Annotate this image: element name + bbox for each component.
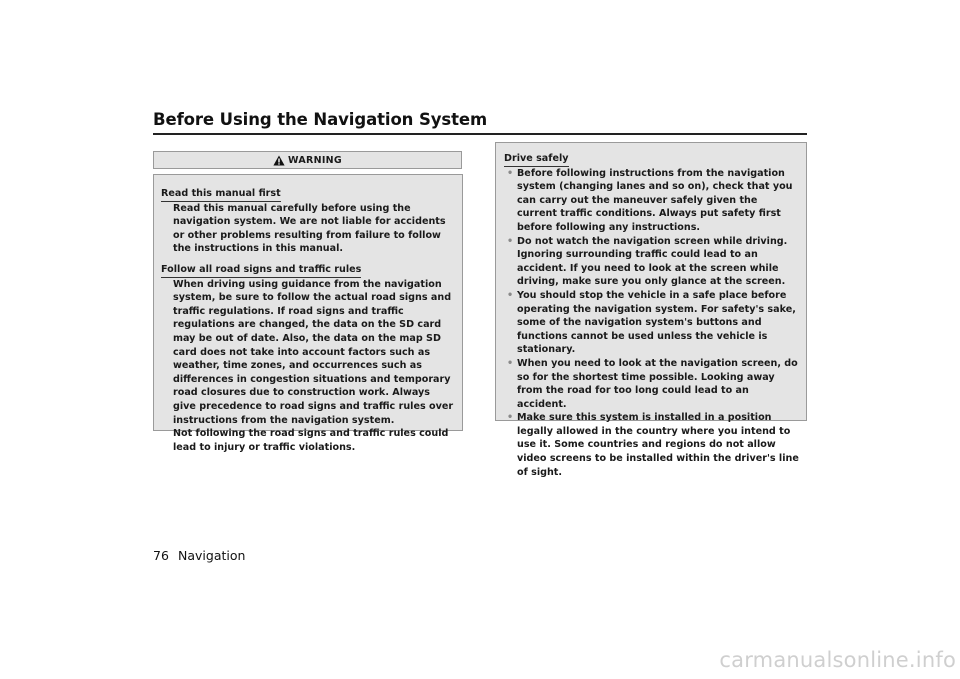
warning-section-read-manual (161, 181, 456, 256)
list-item: • You should stop the vehicle in a safe place before operating the navigation system. For safety's sake, some of the navigation system's buttons and functions cannot be used unless the vehicle is stationary. (507, 289, 796, 356)
warning-header (153, 151, 462, 169)
bullet-icon: • (507, 412, 514, 424)
list-item: • When you need to look at the navigation screen, do so for the shortest time possible. Looking away from the road for too long could lead to an accident. (507, 357, 798, 410)
page-title: Before Using the Navigation System (153, 110, 488, 129)
bullet-icon: • (507, 235, 514, 247)
page-number: 76 (153, 548, 169, 563)
bullet-icon: • (507, 289, 514, 301)
list-item: • Make sure this system is installed in a position legally allowed in the country where you intend to use it. Some countries and regions do not allow video screens to be installed within the driver's line of sight. (507, 412, 799, 478)
section-heading: Read this manual first (161, 187, 281, 202)
section-text: Read this manual carefully before using the navigation system. We are not liable for accidents or other problems resulting from failure to follow the instructions in this manual. (173, 202, 446, 255)
warning-label: WARNING (287, 154, 343, 166)
section-text: When driving using guidance from the navigation system, be sure to follow the actual road signs and traffic regulations. If road signs and traffic regulations are changed, the data on the SD card may be out of date. Also, the data on the map SD card does not take into account factors such as weather, time zones, and occurrences such as differences in congestion situations and temporary road closures due to construction work. Always give precedence to road signs and traffic rules over instructions from the navigation system. (173, 278, 454, 426)
drive-safely-box (495, 142, 807, 478)
footer-section-name: Navigation (178, 548, 246, 563)
bullet-icon: • (507, 357, 514, 369)
bullet-icon: • (507, 167, 514, 179)
warning-section-road-signs (161, 257, 456, 454)
warning-box (153, 174, 463, 453)
list-item: • Do not watch the navigation screen while driving. Ignoring surrounding traffic could lead to an accident. If you need to look at the screen while driving, make sure you only glance at the screen. (507, 235, 788, 288)
section-text: Not following the road signs and traffic rules could lead to injury or traffic violations. (173, 428, 449, 453)
drive-safely-list (504, 167, 800, 480)
watermark: carmanualsonline.info (719, 648, 956, 672)
title-rule (153, 133, 807, 135)
warning-triangle-icon (273, 155, 285, 166)
section-heading: Follow all road signs and traffic rules (161, 263, 361, 278)
section-heading: Drive safely (504, 152, 569, 167)
list-item: • Before following instructions from the navigation system (changing lanes and so on), check that you can carry out the maneuver safely given the current traffic conditions. Always put safety first before following any instructions. (507, 167, 793, 233)
